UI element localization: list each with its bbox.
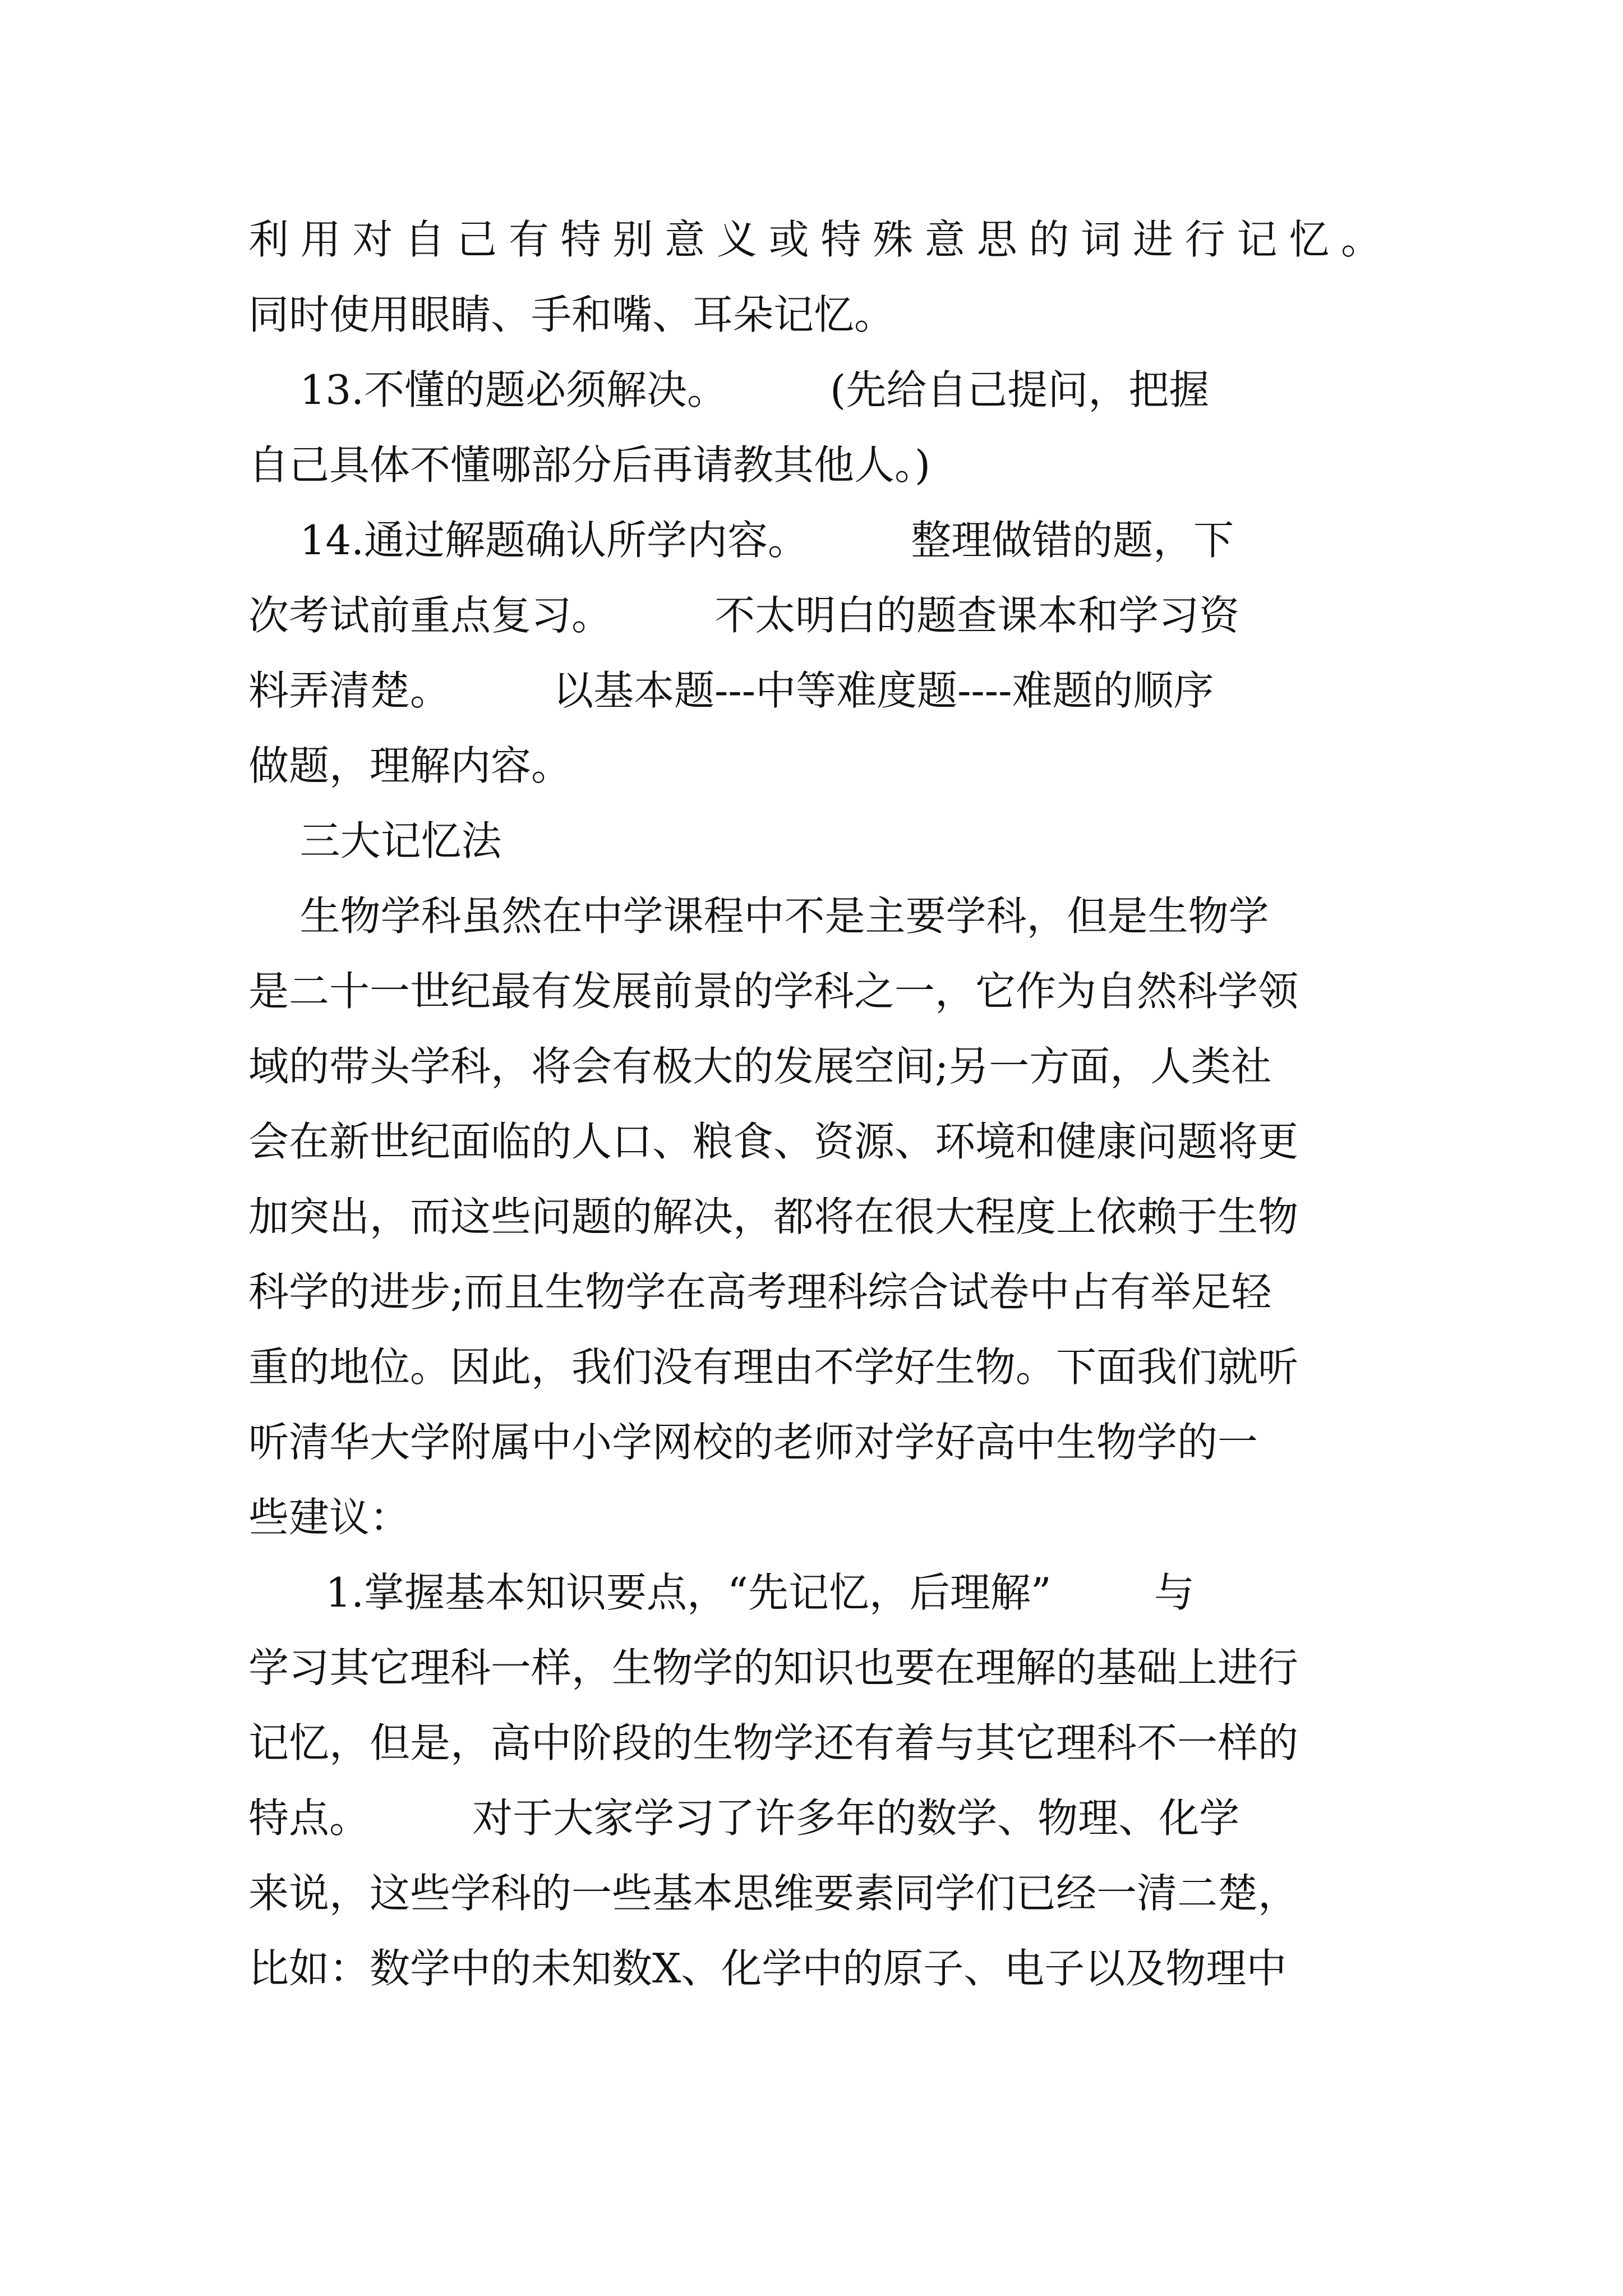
text-line: 13.不懂的题必须解决。 (先给自己提问，把握 [248, 366, 1210, 413]
text-line: 科学的进步;而且生物学在高考理科综合试卷中占有举足轻 [248, 1268, 1272, 1315]
text-line: 次考试前重点复习。 不太明白的题查课本和学习资 [248, 592, 1240, 639]
text-line: 会在新世纪面临的人口、粮食、资源、环境和健康问题将更 [248, 1118, 1299, 1165]
text-line: 1.掌握基本知识要点，“先记忆，后理解” 与 [248, 1569, 1195, 1616]
section-heading: 三大记忆法 [248, 817, 502, 864]
text-line: 加突出，而这些问题的解决，都将在很大程度上依赖于生物 [248, 1193, 1299, 1240]
text-line: 是二十一世纪最有发展前景的学科之一，它作为自然科学领 [248, 968, 1299, 1015]
text-line: 听清华大学附属中小学网校的老师对学好高中生物学的一 [248, 1419, 1258, 1466]
text-line: 重的地位。因此，我们没有理由不学好生物。下面我们就听 [248, 1343, 1299, 1391]
text-line: 料弄清楚。 以基本题---中等难度题----难题的顺序 [248, 667, 1214, 714]
text-line: 自己具体不懂哪部分后再请教其他人。) [248, 441, 931, 489]
text-line: 同时使用眼睛、手和嘴、耳朵记忆。 [248, 291, 895, 338]
text-line: 生物学科虽然在中学课程中不是主要学科，但是生物学 [248, 892, 1269, 940]
text-line: 些建议： [248, 1494, 411, 1541]
text-line: 14.通过解题确认所学内容。 整理做错的题，下 [248, 517, 1234, 564]
text-line: 域的带头学科，将会有极大的发展空间;另一方面，人类社 [248, 1043, 1272, 1090]
text-line: 特点。 对于大家学习了许多年的数学、物理、化学 [248, 1795, 1240, 1842]
text-line: 比如：数学中的未知数X、化学中的原子、电子以及物理中 [248, 1945, 1287, 1992]
text-line: 来说，这些学科的一些基本思维要素同学们已经一清二楚， [248, 1870, 1299, 1917]
body-text [248, 202, 1381, 2006]
text-line: 利用对自己有特别意义或特殊意思的词进行记忆。 [248, 216, 1381, 263]
text-line: 学习其它理科一样，生物学的知识也要在理解的基础上进行 [248, 1644, 1299, 1691]
text-line: 记忆，但是，高中阶段的生物学还有着与其它理科不一样的 [248, 1719, 1299, 1766]
text-line: 做题，理解内容。 [248, 742, 572, 789]
